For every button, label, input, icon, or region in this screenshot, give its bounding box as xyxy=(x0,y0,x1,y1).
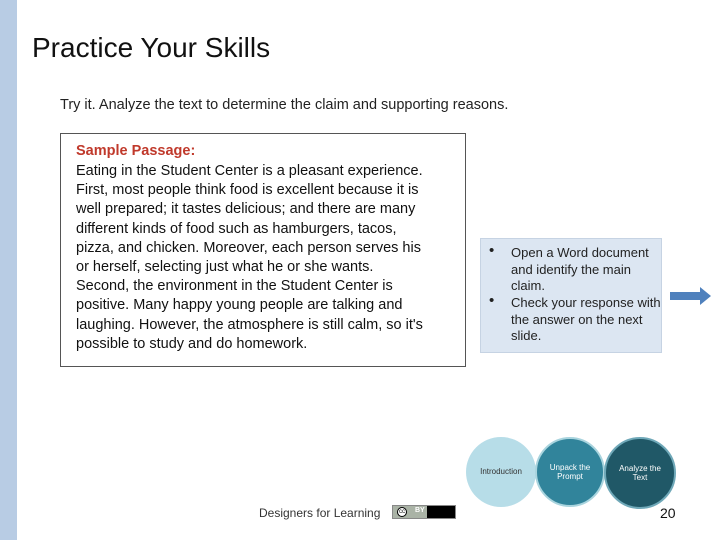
sample-passage-box xyxy=(60,133,466,367)
page-number: 20 xyxy=(660,505,676,521)
instruction-text: Try it. Analyze the text to determine the claim and supporting reasons. xyxy=(60,97,509,113)
creative-commons-badge[interactable] xyxy=(392,505,456,519)
nav-step-label: Introduction xyxy=(480,467,522,477)
passage-line: laughing. However, the atmosphere is still calm, so it's xyxy=(76,316,423,333)
passage-line: or herself, selecting just what he or she wants. xyxy=(76,259,374,276)
left-accent-strip xyxy=(0,0,17,540)
passage-line: First, most people think food is excellent because it is xyxy=(76,182,419,199)
passage-line: Second, the environment in the Student Center is xyxy=(76,278,393,295)
bullet-icon: • xyxy=(489,242,495,259)
passage-line: well prepared; it tastes delicious; and there are many xyxy=(76,201,416,218)
passage-line: pizza, and chicken. Moreover, each person serves his xyxy=(76,239,421,256)
nav-step-label: Analyze the Text xyxy=(619,463,661,482)
nav-step-unpack-the-prompt[interactable] xyxy=(535,437,605,507)
passage-line: different kinds of food such as hamburgers, tacos, xyxy=(76,220,397,237)
nav-step-introduction[interactable] xyxy=(466,437,536,507)
passage-line: possible to study and do homework. xyxy=(76,335,308,352)
bullet-icon: • xyxy=(489,292,495,309)
footer-credit: Designers for Learning xyxy=(259,506,381,520)
passage-text xyxy=(76,162,464,354)
task-item-text: Open a Word document and identify the main claim. xyxy=(511,245,649,294)
task-instructions-box xyxy=(480,238,662,353)
arrow-right-icon[interactable] xyxy=(670,286,712,306)
task-item-text: Check your response with the answer on the next slide. xyxy=(511,295,661,344)
page-title: Practice Your Skills xyxy=(32,32,271,63)
nav-step-label: Unpack the Prompt xyxy=(549,462,591,481)
license-badge-label: BY xyxy=(415,507,425,514)
passage-label: Sample Passage: xyxy=(76,143,196,159)
nav-step-analyze-the-text[interactable] xyxy=(604,437,676,509)
passage-line: Eating in the Student Center is a pleasant experience. xyxy=(76,163,423,179)
creative-commons-icon: cc xyxy=(399,509,405,515)
passage-line: positive. Many happy young people are talking and xyxy=(76,297,403,314)
